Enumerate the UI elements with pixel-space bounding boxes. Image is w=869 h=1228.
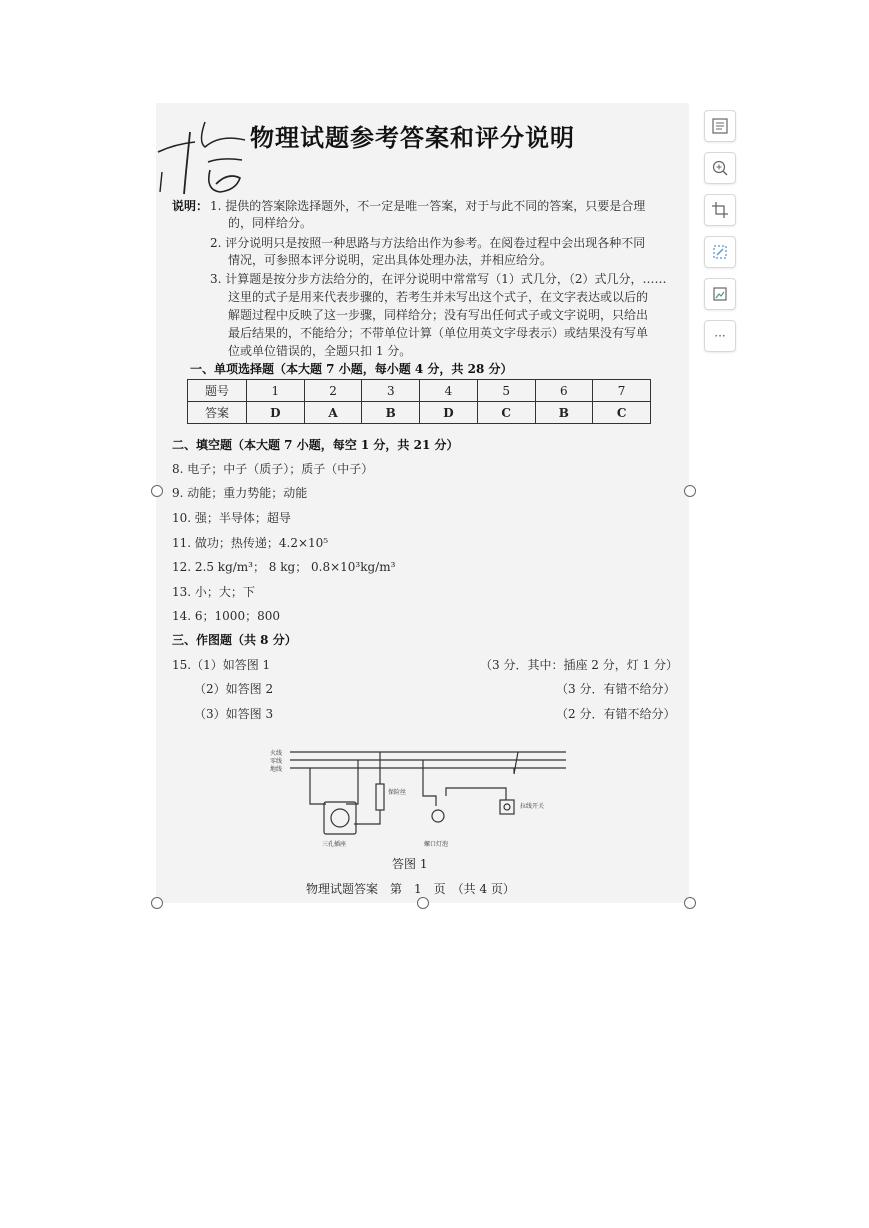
resize-handle-left[interactable] [151, 485, 163, 497]
table-cell-answer: B [535, 402, 593, 424]
page-footer: 物理试题答案 第 1 页 （共 4 页） [306, 882, 515, 896]
image-edit-icon [711, 285, 729, 303]
drawing-score-2: （3 分．有错不给分） [556, 682, 676, 696]
note-2: 2. 评分说明只是按照一种思路与方法给出作为参考。在阅卷过程中会出现各种不同 [210, 236, 646, 250]
answer-table-row-answers [188, 402, 651, 424]
socket-symbol [324, 802, 356, 834]
zoom-in-icon [711, 159, 729, 177]
fuse-label: 保险丝 [388, 789, 407, 796]
crop-icon [711, 201, 729, 219]
text-lines-icon [711, 117, 729, 135]
note-1: 1. 提供的答案除选择题外，不一定是唯一答案，对于与此不同的答案，只要是合理 [210, 199, 646, 213]
note-3: 3. 计算题是按分步方法给分的，在评分说明中常常写（1）式几分，（2）式几分，…… [210, 272, 667, 286]
section-3-heading: 三、作图题（共 8 分） [172, 633, 297, 647]
image-tool-button[interactable] [704, 278, 736, 310]
resize-handle-bottom-right[interactable] [684, 897, 696, 909]
handwriting-mark [150, 112, 260, 202]
section-2-heading: 二、填空题（本大题 7 小题，每空 1 分，共 21 分） [172, 438, 459, 452]
notes-label: 说明： [172, 199, 209, 213]
table-cell-answer: D [420, 402, 478, 424]
fill-answer-11: 11. 做功；热传递；4.2×10⁵ [172, 536, 329, 550]
drawing-answer-1: 15.（1）如答图 1 [172, 658, 271, 672]
wire-label-ground: 地线 [270, 766, 283, 773]
table-cell-answer: B [362, 402, 420, 424]
fill-answer-9: 9. 动能；重力势能；动能 [172, 486, 308, 500]
transform-button[interactable] [704, 236, 736, 268]
table-cell-number: 6 [535, 380, 593, 402]
drawing-score-1: （3 分．其中：插座 2 分，灯 1 分） [480, 658, 678, 672]
fill-answer-10: 10. 强；半导体；超导 [172, 511, 291, 525]
note-3-cont-3: 最后结果的，不能给分；不带单位计算（单位用英文字母表示）或结果没有写单 [228, 326, 649, 340]
fill-answer-12: 12. 2.5 kg/m³； 8 kg； 0.8×10³kg/m³ [172, 560, 396, 574]
drawing-answer-3: （3）如答图 3 [194, 707, 274, 721]
table-cell-number: 7 [593, 380, 651, 402]
socket-label: 三孔插座 [322, 841, 347, 848]
table-cell-answer: C [593, 402, 651, 424]
fill-answer-14: 14. 6；1000；800 [172, 609, 280, 623]
fill-answer-8: 8. 电子；中子（质子）；质子（中子） [172, 462, 374, 476]
circuit-diagram [268, 744, 578, 852]
table-cell-number: 2 [304, 380, 362, 402]
lamp-symbol [432, 810, 444, 822]
table-cell-answer: A [304, 402, 362, 424]
note-3-cont-2: 解题过程中反映了这一步骤，同样给分；没有写出任何式子或文字说明，只给出 [228, 308, 649, 322]
table-cell-number: 4 [420, 380, 478, 402]
fuse-symbol [376, 784, 384, 810]
document-title: 物理试题参考答案和评分说明 [250, 123, 575, 152]
table-cell-number: 5 [477, 380, 535, 402]
wire-label-live: 火线 [270, 750, 283, 757]
section-1-heading: 一、单项选择题（本大题 7 小题，每小题 4 分，共 28 分） [190, 362, 513, 376]
resize-handle-bottom[interactable] [417, 897, 429, 909]
note-3-cont-1: 这里的式子是用来代表步骤的，若考生并未写出这个式子，在文字表达或以后的 [228, 290, 649, 304]
switch-label: 拉线开关 [520, 803, 545, 810]
answer-table [187, 379, 651, 424]
table-cell-number: 3 [362, 380, 420, 402]
resize-handle-bottom-left[interactable] [151, 897, 163, 909]
more-options-button[interactable]: ··· [704, 320, 736, 352]
lamp-label: 螺口灯泡 [424, 841, 449, 848]
note-2-cont: 情况，可参照本评分说明，定出具体处理办法，并相应给分。 [228, 253, 553, 267]
note-1-cont: 的，同样给分。 [228, 216, 313, 230]
answer-table-row-numbers [188, 380, 651, 402]
table-cell-answer: D [247, 402, 305, 424]
table-header-answer: 答案 [188, 402, 247, 424]
table-cell-number: 1 [247, 380, 305, 402]
drawing-answer-2: （2）如答图 2 [194, 682, 274, 696]
switch-symbol [500, 800, 514, 814]
crop-button[interactable] [704, 194, 736, 226]
convert-icon [711, 243, 729, 261]
wire-label-neutral: 零线 [270, 758, 283, 765]
resize-handle-right[interactable] [684, 485, 696, 497]
drawing-score-3: （2 分．有错不给分） [556, 707, 676, 721]
fill-answer-13: 13. 小；大；下 [172, 585, 255, 599]
table-cell-answer: C [477, 402, 535, 424]
text-extract-button[interactable] [704, 110, 736, 142]
figure-caption: 答图 1 [392, 857, 428, 871]
zoom-button[interactable] [704, 152, 736, 184]
note-3-cont-4: 位或单位错误的，全题只扣 1 分。 [228, 344, 412, 358]
table-header-number: 题号 [188, 380, 247, 402]
